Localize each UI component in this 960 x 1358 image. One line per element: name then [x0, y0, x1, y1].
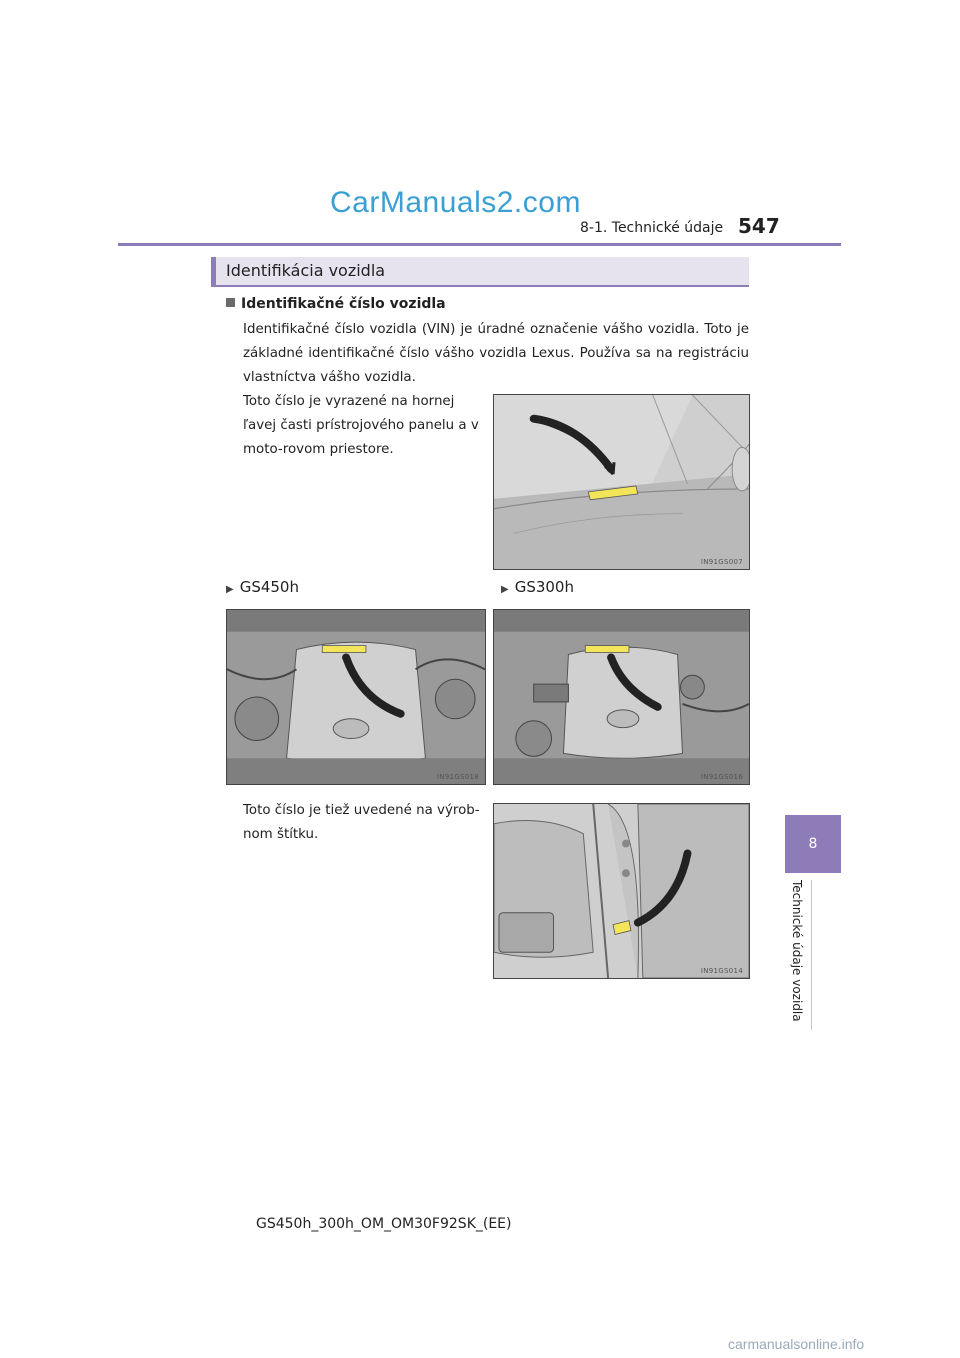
square-bullet-icon [226, 298, 235, 307]
vin-location-text: Toto číslo je vyrazené na hornej ľavej časti prístrojového panelu a v moto-rovom priestore. [243, 394, 479, 457]
section-title: Identifikácia vozidla [226, 261, 386, 280]
sub-heading [226, 296, 446, 312]
triangle-bullet-icon: ▶ [226, 584, 234, 595]
figure-code: IN91GS018 [436, 773, 479, 781]
chapter-tab [785, 815, 841, 873]
variant-label: GS300h [514, 578, 574, 596]
variant-label: GS450h [239, 578, 299, 596]
figure-code: IN91GS007 [700, 558, 743, 566]
vin-description: Identifikačné číslo vozidla (VIN) je úradné označenie vášho vozidla. Toto je základné identifikačné číslo vášho vozidla Lexus. Používa sa na registráciu vlastníctva vášho vozidla. [243, 322, 749, 385]
footer-document-code: GS450h_300h_OM_OM30F92SK_(EE) [256, 1216, 512, 1232]
figure-code: IN91GS016 [700, 773, 743, 781]
chapter-divider [811, 880, 812, 1030]
variant-gs300h [501, 578, 574, 596]
watermark-footer: carmanualsonline.info [728, 1336, 865, 1352]
chapter-number: 8 [808, 836, 818, 852]
chapter-label: Technické údaje vozidla [790, 880, 804, 1022]
variant-gs450h [226, 578, 299, 596]
figure-door-plate [493, 803, 750, 979]
figure-engine-gs450h [226, 609, 486, 785]
section-title-bar [211, 257, 749, 287]
plate-location-text: Toto číslo je tiež uvedené na výrob-nom štítku. [243, 803, 480, 842]
triangle-bullet-icon: ▶ [501, 584, 509, 595]
header-rule [118, 243, 841, 246]
running-header-section: 8-1. Technické údaje [580, 220, 724, 236]
figure-code: IN91GS014 [700, 967, 743, 975]
page-number: 547 [738, 214, 780, 238]
watermark-logo: CarManuals2.com [330, 186, 581, 219]
figure-engine-gs300h [493, 609, 750, 785]
figure-dashboard-vin [493, 394, 750, 570]
sub-heading-text: Identifikačné číslo vozidla [241, 296, 446, 312]
